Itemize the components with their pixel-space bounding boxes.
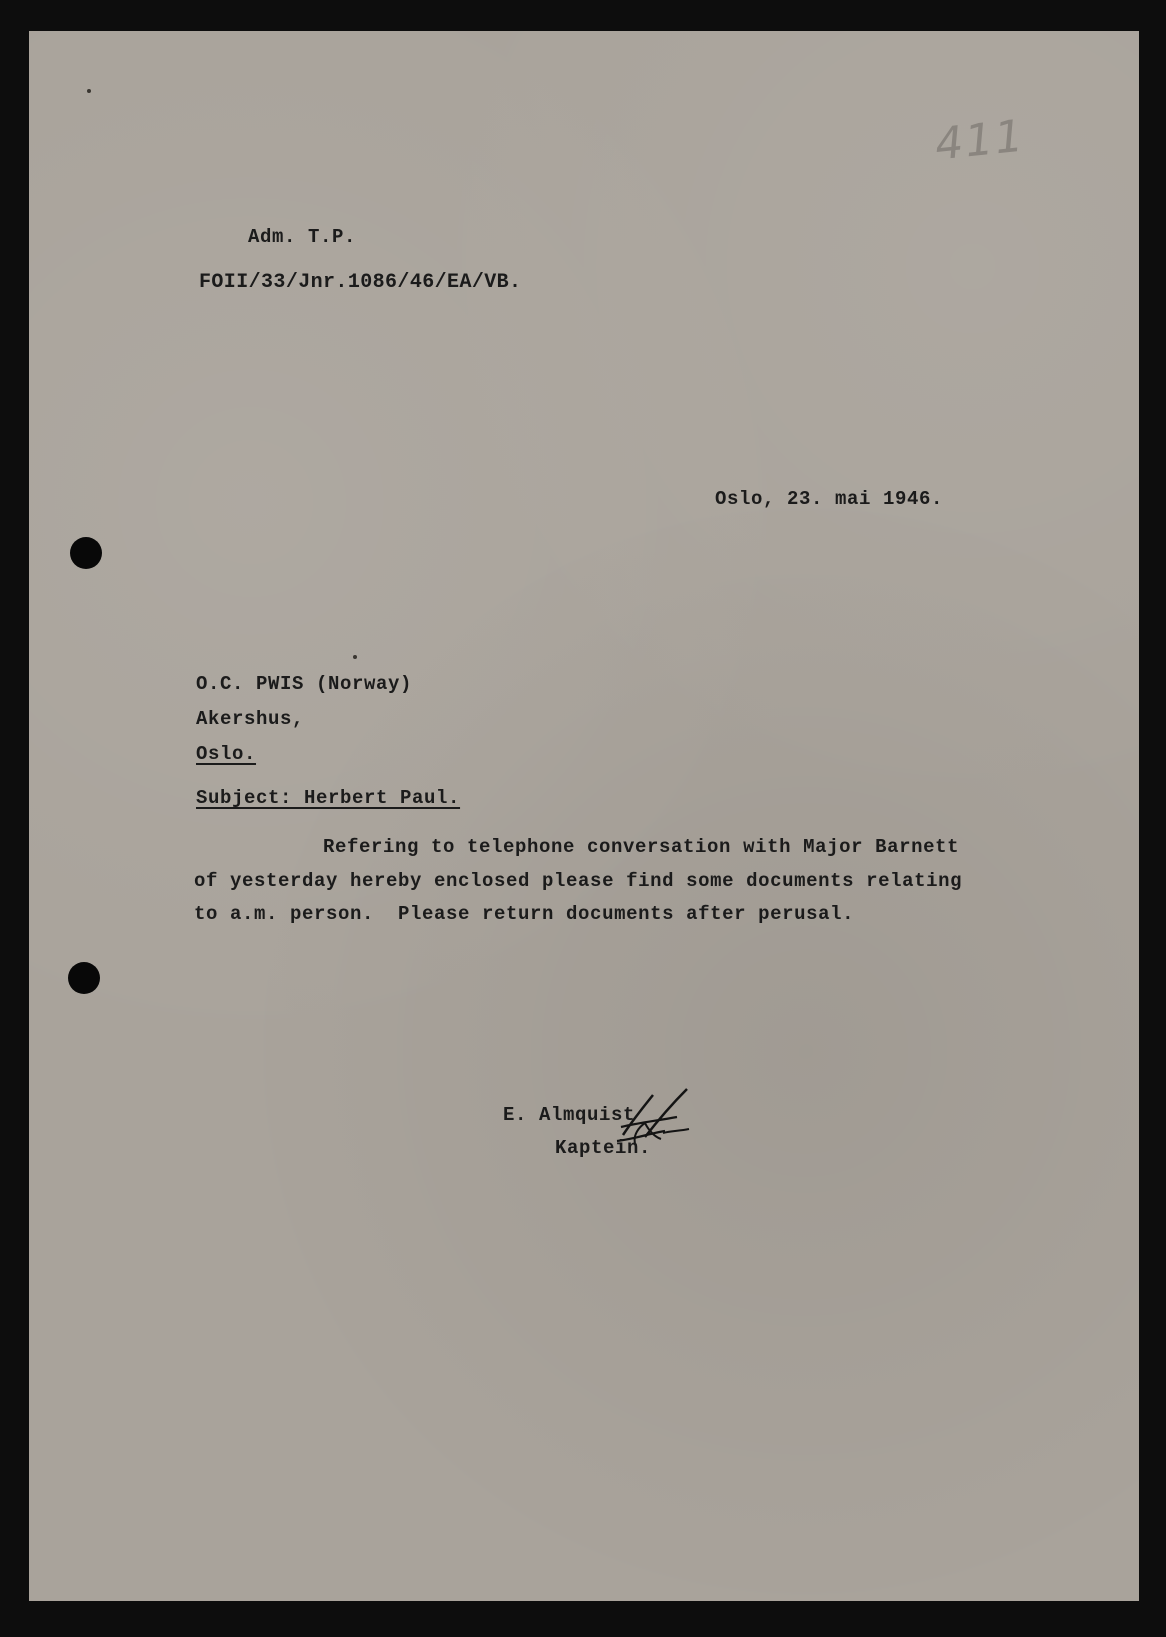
body-line-1: Refering to telephone conversation with Major Barnett — [323, 836, 960, 858]
date-line: Oslo, 23. mai 1946. — [715, 488, 944, 510]
recipient-line-2: Akershus, — [196, 708, 305, 730]
reference-number: FOII/33/Jnr.1086/46/EA/VB. — [199, 271, 522, 294]
recipient-line-1: O.C. PWIS (Norway) — [196, 673, 413, 695]
archive-page-number: 411 — [932, 110, 1028, 171]
body-line-3: to a.m. person. Please return documents after perusal. — [194, 903, 855, 925]
body-line-2: of yesterday hereby enclosed please find some documents relating — [194, 870, 963, 892]
paper-speck — [353, 655, 357, 659]
subject-line: Subject: Herbert Paul. — [196, 787, 461, 809]
recipient-line-3: Oslo. — [196, 743, 257, 765]
signatory-name: E. Almquist — [503, 1104, 636, 1126]
paper-speck — [87, 89, 91, 93]
punch-hole-bottom — [68, 962, 100, 994]
punch-hole-top — [70, 537, 102, 569]
signatory-title: Kaptein. — [555, 1137, 652, 1159]
document-page — [29, 31, 1139, 1601]
header-line-1: Adm. T.P. — [248, 226, 357, 248]
